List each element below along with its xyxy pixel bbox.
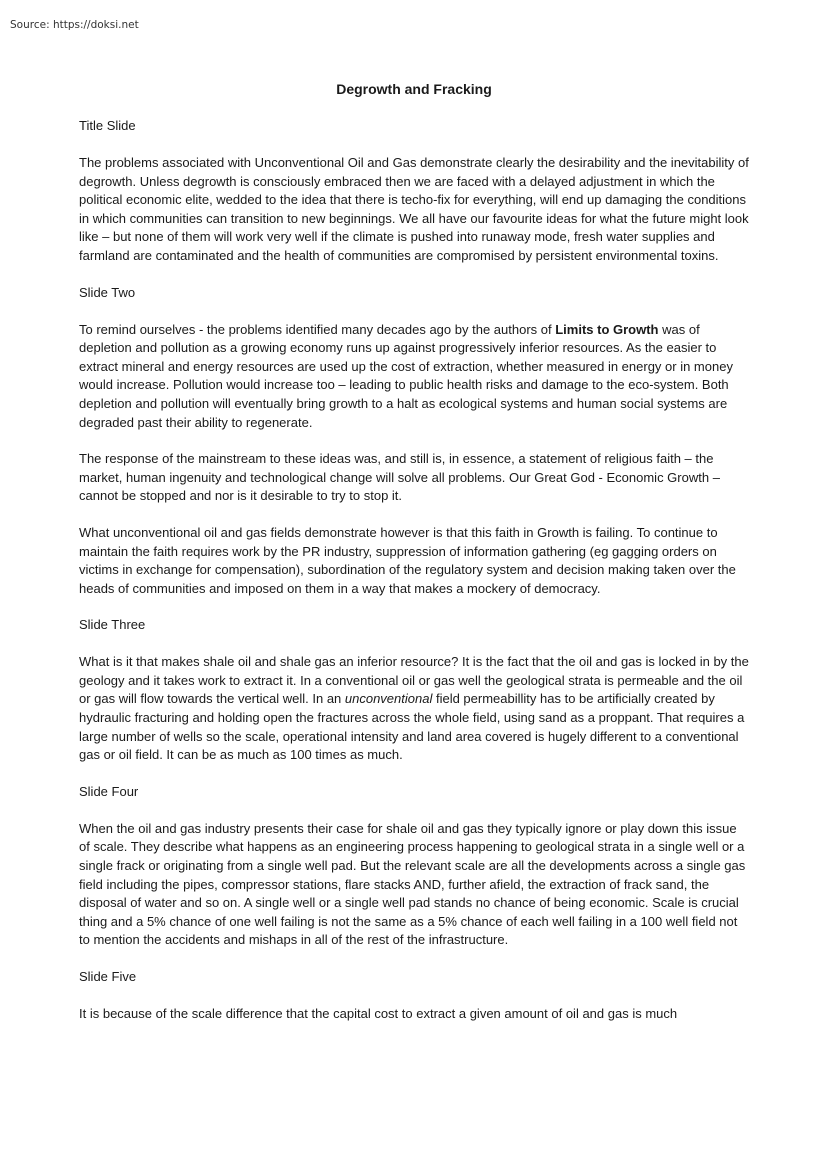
- source-url: Source: https://doksi.net: [10, 19, 139, 31]
- paragraph: The problems associated with Unconventional Oil and Gas demonstrate clearly the desirability and the inevitability of degrowth. Unless degrowth is consciously embraced then we are faced with a delayed adjustment in which the political economic elite, wedded to the idea that there is techo-fix for everything, will end up damaging the conditions in which communities can transition to new beginnings. We all have our favourite ideas for what the future might look like – but none of them will work very well if the climate is pushed into runaway mode, fresh water supplies and farmland are contaminated and the health of communities are compromised by persistent environmental toxins.: [79, 155, 749, 263]
- paragraph: It is because of the scale difference that the capital cost to extract a given amount of oil and gas is much: [79, 1006, 678, 1021]
- document-title: Degrowth and Fracking: [336, 81, 492, 97]
- section-heading: Slide Five: [79, 969, 137, 984]
- paragraph: What unconventional oil and gas fields demonstrate however is that this faith in Growth is failing. To continue to maintain the faith requires work by the PR industry, suppression of information gathering (eg gagging orders on victims in exchange for compensation), subordination of the regulatory system and decision making taken over the heads of communities and imposed on them in a way that makes a mockery of democracy.: [79, 524, 736, 596]
- section-heading: Slide Three: [79, 617, 146, 633]
- paragraph: [79, 653, 749, 765]
- section-heading: Slide Four: [79, 783, 139, 799]
- paragraph: The response of the mainstream to these ideas was, and still is, in essence, a statement of religious faith – the market, human ingenuity and technological change will solve all problems. Our Great God - Economic Growth – cannot be stopped and nor is it desirable to try to stop it.: [79, 451, 720, 504]
- document-page: [79, 80, 749, 1042]
- paragraph: [79, 321, 749, 433]
- section-heading: Slide Two: [79, 284, 136, 300]
- text-run: What is it that makes shale oil and shale gas an inferior resource? It is the fact that the oil and gas is locked in by the geology and it takes work to extract it. In a conventional oil or gas well the geological strata is permeable and the oil or gas will flow towards the vertical well. In an: [79, 654, 749, 707]
- document-body: [79, 117, 749, 1024]
- text-run: To remind ourselves - the problems identified many decades ago by the authors of: [79, 321, 556, 337]
- text-run: was of depletion and pollution as a growing economy runs up against progressively inferior resources. As the easier to extract mineral and energy resources are used up the cost of extraction, whether measured in energy or in money would increase. Pollution would increase too – leading to public health risks and damage to the eco-system. Both depletion and pollution will eventually bring growth to a halt as ecological systems and human social systems are degraded past their ability to regenerate.: [79, 321, 733, 430]
- italic-text: unconventional: [344, 691, 433, 707]
- section-heading: Title Slide: [79, 118, 136, 133]
- paragraph: When the oil and gas industry presents their case for shale oil and gas they typically ignore or play down this issue of scale. They describe what happens as an engineering process happening to geological strata in a single well or a single frack or originating from a single well pad. But the relevant scale are all the developments across a single gas field including the pipes, compressor stations, flare stacks AND, further afield, the extraction of frack sand, the disposal of water and so on. A single well or a single well pad stands no chance of being economic. Scale is crucial thing and a 5% chance of one well failing is not the same as a 5% chance of each well failing in a 100 well field not to mention the accidents and mishaps in all of the rest of the infrastructure.: [79, 820, 746, 948]
- bold-text: Limits to Growth: [555, 321, 659, 337]
- text-run: field permeabillity has to be artificially created by hydraulic fracturing and holding open the fractures across the whole field, using sand as a proppant. That requires a large number of wells so the scale, operational intensity and land area covered is hugely different to a conventional gas or oil field. It can be as much as 100 times as much.: [79, 691, 745, 763]
